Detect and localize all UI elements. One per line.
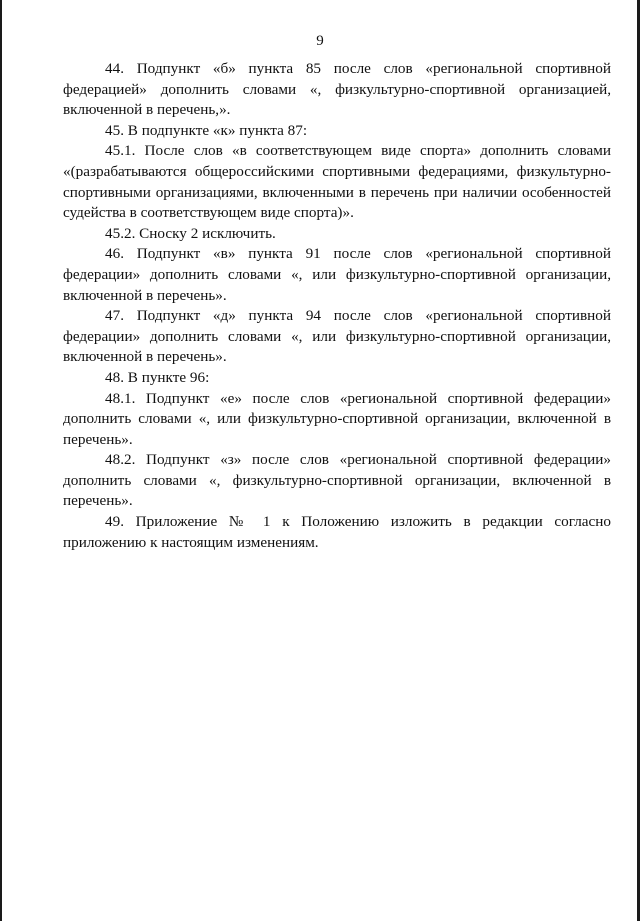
paragraph-48-2: 48.2. Подпункт «з» после слов «региональной спортивной федерации» дополнить словами «, физкультурно-спортивной организации, включенной в перечень».: [63, 451, 611, 510]
paragraph-46: 46. Подпункт «в» пункта 91 после слов «региональной спортивной федерации» дополнить словами «, или физкультурно-спортивной организации, включенной в перечень».: [63, 245, 611, 304]
document-body: [63, 59, 611, 553]
paragraph-45-1: 45.1. После слов «в соответствующем виде спорта» дополнить словами «(разрабатываются общероссийскими спортивными федерациями, физкультурно-спортивными организациями, включенными в перечень при наличии особенностей судейства в соответствующем виде спорта)».: [63, 142, 611, 222]
paragraph-48-1: 48.1. Подпункт «е» после слов «региональной спортивной федерации» дополнить словами «, или физкультурно-спортивной организации, включенной в перечень».: [63, 389, 611, 448]
paragraph-44: 44. Подпункт «б» пункта 85 после слов «региональной спортивной федерацией» дополнить словами «, физкультурно-спортивной организацией, включенной в перечень,».: [63, 60, 611, 119]
paragraph-45: 45. В подпункте «к» пункта 87:: [105, 121, 308, 139]
paragraph-45-2: 45.2. Сноску 2 исключить.: [105, 224, 276, 242]
page-edge-left: [0, 0, 2, 921]
page-number: 9: [316, 33, 324, 49]
paragraph-48: 48. В пункте 96:: [105, 368, 210, 386]
paragraph-47: 47. Подпункт «д» пункта 94 после слов «региональной спортивной федерации» дополнить словами «, или физкультурно-спортивной организации, включенной в перечень».: [63, 307, 611, 366]
paragraph-49: 49. Приложение № 1 к Положению изложить в редакции согласно приложению к настоящим изменениям.: [63, 513, 611, 551]
